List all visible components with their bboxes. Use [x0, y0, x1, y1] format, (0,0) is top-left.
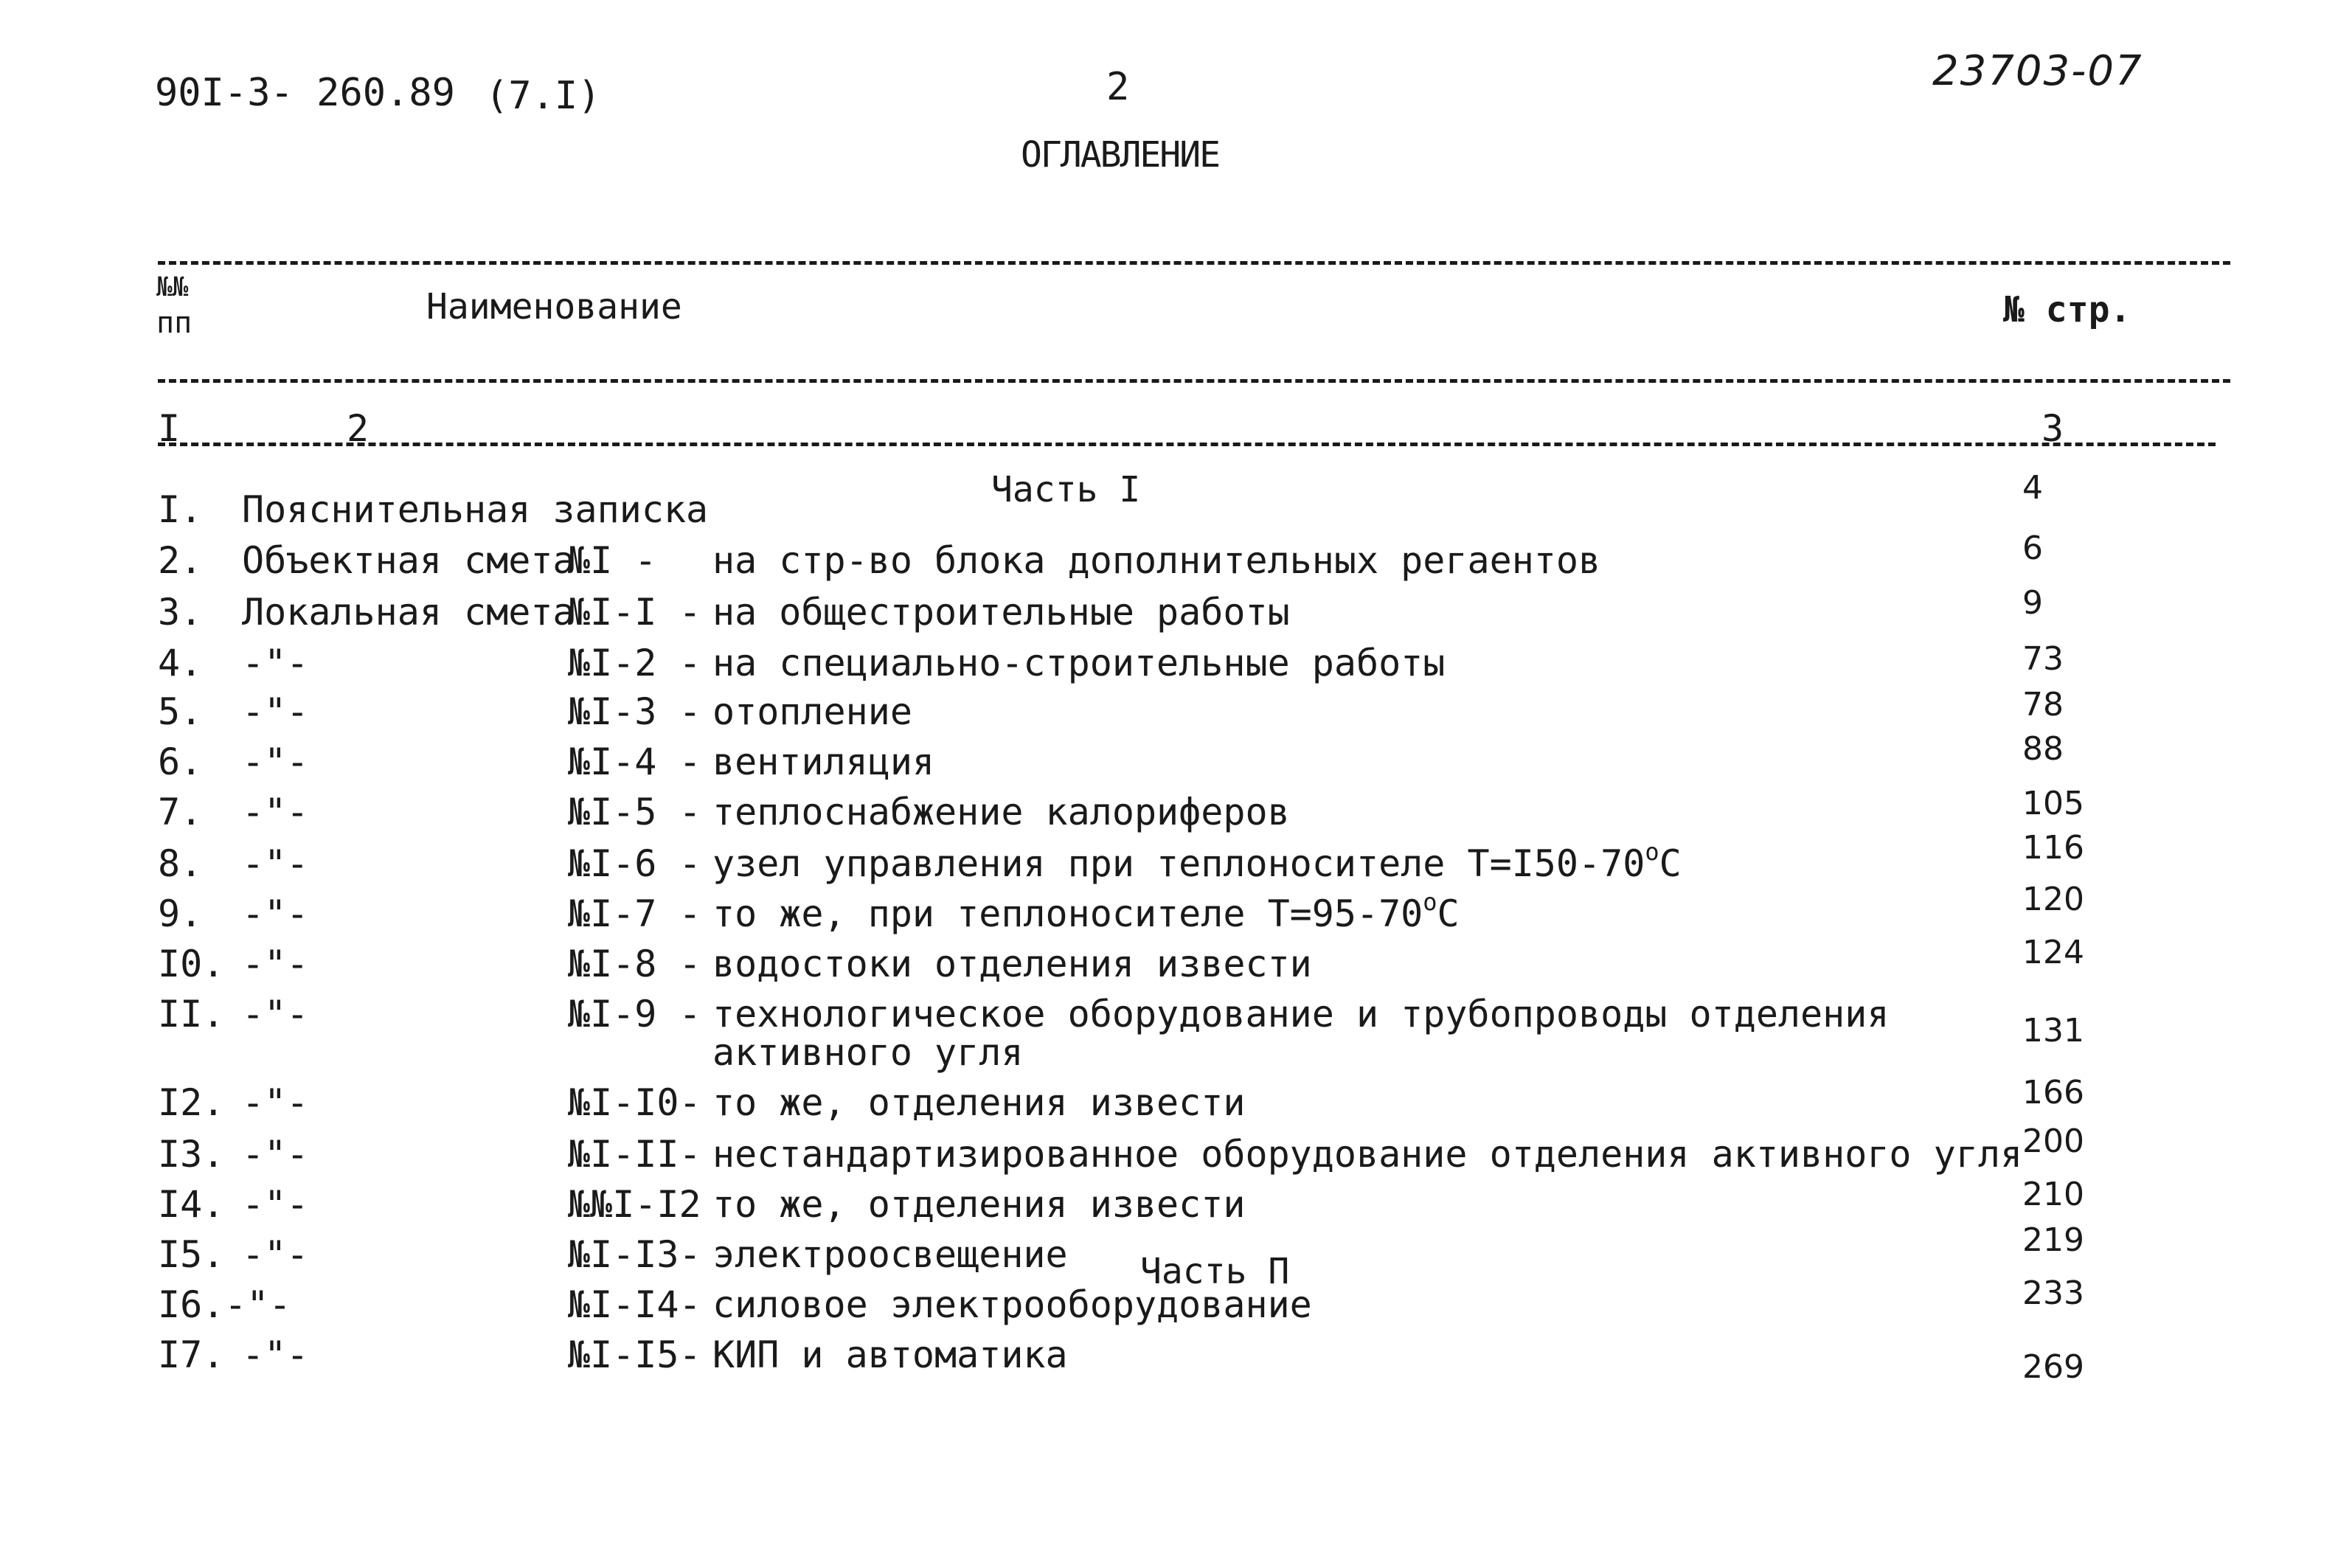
row-estimate-code: №№I-I2 — [568, 1183, 701, 1226]
row-page: 6 — [2022, 530, 2043, 567]
row-prefix: Локальная смета — [242, 591, 575, 634]
column-index-rule — [158, 443, 2216, 446]
row-title: нестандартизированное оборудование отделения активного угля — [712, 1133, 2023, 1176]
page-number: 2 — [1106, 65, 1130, 109]
row-estimate-code: №I-8 - — [568, 943, 701, 985]
row-number: 8. — [158, 842, 203, 885]
row-title: узел управления при теплоносителе $Т=I50-70^оС$ — [712, 838, 1682, 885]
row-title: то же, отделения извести — [712, 1081, 1246, 1124]
section-part-1: Часть I — [991, 469, 1141, 510]
row-title: вентиляция — [712, 740, 935, 783]
column-number-subheader: пп — [156, 306, 192, 340]
degree-unit: о — [1423, 888, 1437, 916]
row-prefix: -"- — [242, 690, 309, 733]
row-number: II. — [158, 993, 225, 1035]
row-page: 210 — [2022, 1176, 2084, 1213]
row-estimate-code: №I-I0- — [568, 1081, 701, 1124]
row-title: теплоснабжение калориферов — [712, 791, 1290, 833]
row-prefix: Пояснительная записка — [242, 488, 709, 531]
row-page: 219 — [2022, 1221, 2084, 1259]
row-prefix: Объектная смета — [242, 539, 575, 582]
row-page: 200 — [2022, 1123, 2084, 1160]
row-number: 3. — [158, 591, 203, 634]
row-page: 78 — [2022, 686, 2064, 724]
row-estimate-code: №I-6 - — [568, 842, 701, 885]
row-title: отопление — [712, 690, 912, 733]
row-number: I. — [158, 488, 203, 531]
row-number: I0. — [158, 943, 225, 985]
row-page: 105 — [2022, 785, 2084, 822]
row-prefix: -"- — [242, 791, 309, 833]
row-number: I7. — [158, 1333, 225, 1376]
row-number: 2. — [158, 539, 203, 582]
row-title: на общестроительные работы — [712, 591, 1290, 634]
row-title: на стр-во блока дополнительных регаентов — [712, 539, 1601, 582]
row-page: 233 — [2022, 1274, 2084, 1312]
row-page: 116 — [2022, 829, 2084, 867]
row-prefix: -"- — [242, 740, 309, 783]
column-index-1: I — [158, 407, 181, 450]
row-page: 88 — [2022, 730, 2064, 768]
row-page: 73 — [2022, 640, 2064, 678]
row-page: 4 — [2022, 469, 2043, 507]
row-estimate-code: №I-I3- — [568, 1233, 701, 1276]
row-estimate-code: №I-I - — [568, 591, 701, 634]
row-estimate-code: №I-7 - — [568, 892, 701, 935]
row-page: 9 — [2022, 584, 2043, 622]
column-page-header: № стр. — [2003, 289, 2131, 330]
row-number: I2. — [158, 1081, 225, 1124]
page-title: ОГЛАВЛЕНИЕ — [1021, 134, 1219, 176]
row-estimate-code: №I-4 - — [568, 740, 701, 783]
row-title: водостоки отделения извести — [712, 943, 1312, 985]
column-number-header: №№ — [156, 272, 189, 302]
row-estimate-code: №I - — [568, 539, 657, 582]
row-page: 124 — [2022, 934, 2084, 971]
row-title: на специально-строительные работы — [712, 642, 1446, 684]
row-estimate-code: №I-I4- — [568, 1283, 701, 1326]
row-estimate-code: №I-5 - — [568, 791, 701, 833]
row-number: 7. — [158, 791, 203, 833]
row-prefix: -"- — [242, 993, 309, 1035]
row-title: то же, при теплоносителе $Т=95-70^оС$ — [712, 888, 1460, 935]
row-title: КИП и автоматика — [712, 1333, 1068, 1376]
section-part-2: Часть П — [1140, 1251, 1290, 1292]
row-title-continued: активного угля — [712, 1031, 1024, 1074]
row-number: I5. — [158, 1233, 225, 1276]
row-page: 131 — [2022, 1012, 2084, 1050]
column-index-2: 2 — [347, 407, 370, 450]
row-prefix: -"- — [242, 842, 309, 885]
row-page: 269 — [2022, 1348, 2084, 1386]
row-title: электроосвещение — [712, 1233, 1068, 1276]
row-title: силовое электрооборудование — [712, 1283, 1312, 1326]
column-index-3: 3 — [2041, 407, 2064, 450]
column-name-header: Наименование — [426, 286, 682, 327]
row-prefix: -"- — [242, 892, 309, 935]
table-header-rule — [158, 379, 2230, 383]
row-title: то же, отделения извести — [712, 1183, 1246, 1226]
table-top-rule — [158, 261, 2230, 265]
row-number: 4. — [158, 642, 203, 684]
document-code: 90I-3- 260.89 — [155, 71, 455, 115]
row-title: технологическое оборудование и трубопроводы отделения — [712, 993, 1890, 1035]
degree-unit: о — [1645, 838, 1659, 866]
row-estimate-code: №I-3 - — [568, 690, 701, 733]
row-page: 166 — [2022, 1074, 2084, 1111]
row-prefix: -"- — [242, 943, 309, 985]
row-prefix: -"- — [242, 1233, 309, 1276]
row-estimate-code: №I-II- — [568, 1133, 701, 1176]
row-number: I3. — [158, 1133, 225, 1176]
row-prefix: -"- — [242, 1081, 309, 1124]
document-part: (7.I) — [485, 74, 601, 118]
row-estimate-code: №I-2 - — [568, 642, 701, 684]
row-prefix: -"- — [242, 642, 309, 684]
row-estimate-code: №I-9 - — [568, 993, 701, 1035]
row-page: 120 — [2022, 881, 2084, 918]
row-number: I4. — [158, 1183, 225, 1226]
row-prefix: -"- — [242, 1183, 309, 1226]
row-number: I6.-"- — [158, 1283, 291, 1326]
row-number: 6. — [158, 740, 203, 783]
row-number: 5. — [158, 690, 203, 733]
row-number: 9. — [158, 892, 203, 935]
row-estimate-code: №I-I5- — [568, 1333, 701, 1376]
row-prefix: -"- — [242, 1133, 309, 1176]
row-prefix: -"- — [242, 1333, 309, 1376]
archive-number: 23703-07 — [1932, 47, 2143, 95]
